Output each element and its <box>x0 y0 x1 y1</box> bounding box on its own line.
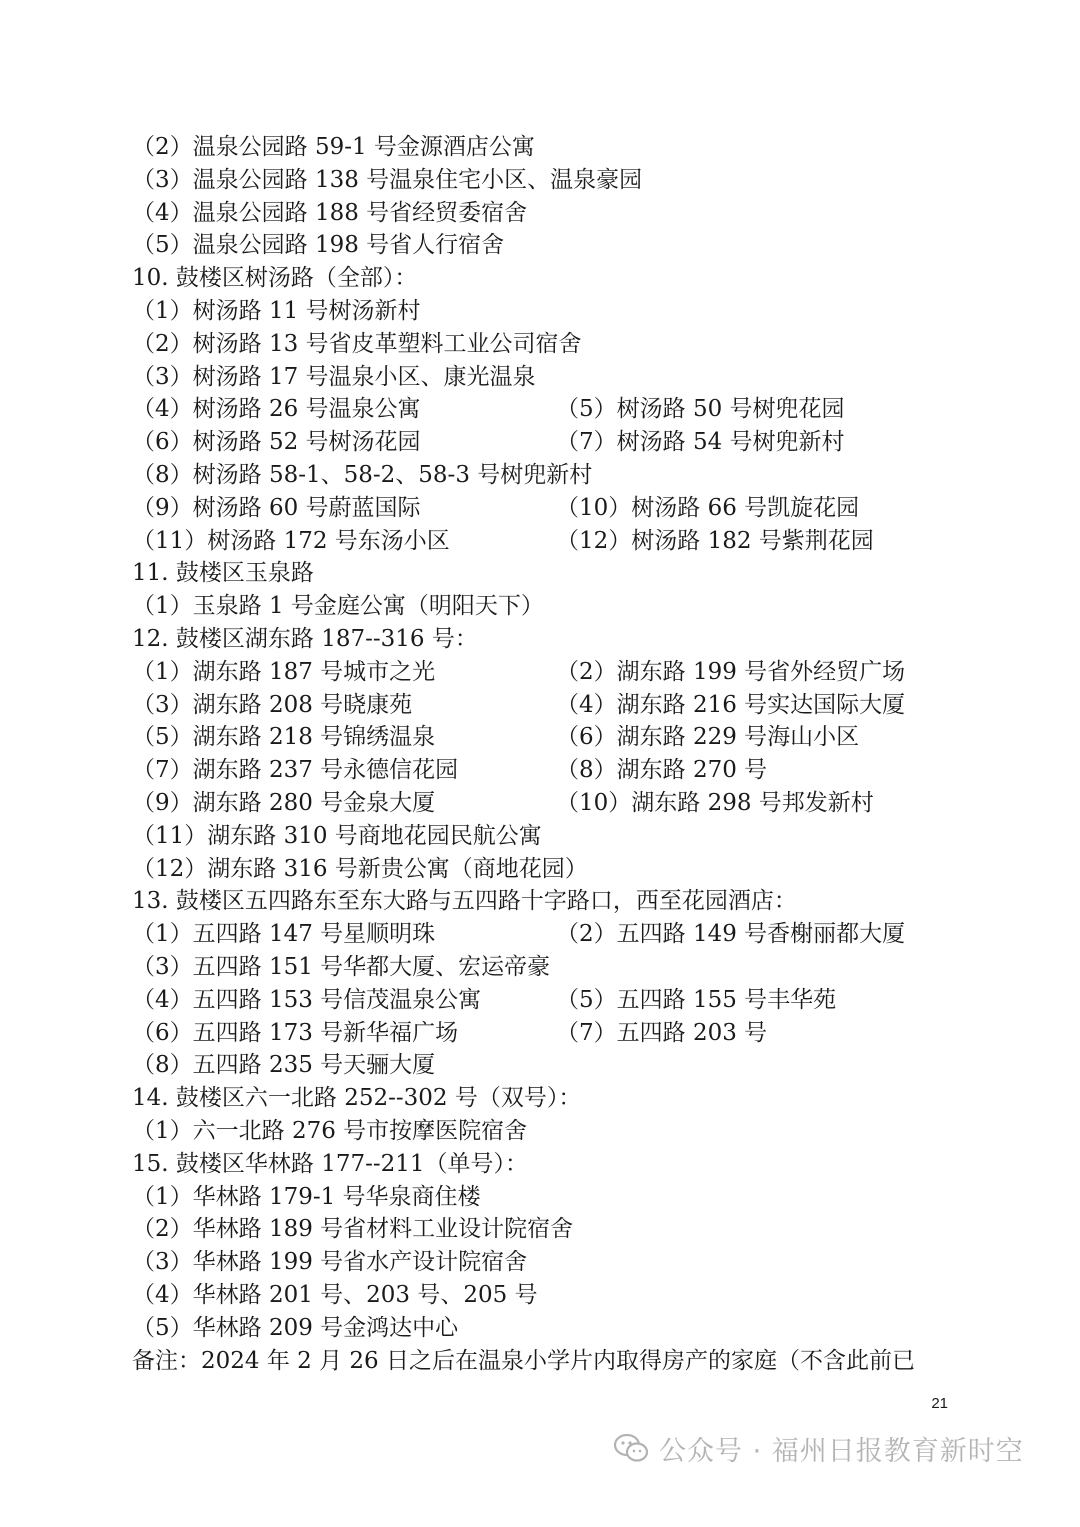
list-item: （4）温泉公园路 188 号省经贸委宿舍 <box>132 199 528 226</box>
section-heading: 10. 鼓楼区树汤路（全部）： <box>132 265 418 292</box>
list-item: （4）华林路 201 号、203 号、205 号 <box>132 1282 538 1308</box>
list-item: （3）湖东路 208 号晓康苑 <box>132 691 413 718</box>
section-heading: 15. 鼓楼区华林路 177--211（单号）： <box>132 1150 529 1177</box>
list-item: （3）华林路 199 号省水产设计院宿舍 <box>132 1249 528 1276</box>
list-item: （2）湖东路 199 号省外经贸广场 <box>556 658 906 685</box>
list-item: （8）五四路 235 号天骊大厦 <box>132 1052 436 1079</box>
list-item: （8）树汤路 58-1、58-2、58-3 号树兜新村 <box>132 462 593 488</box>
list-item: （2）温泉公园路 59-1 号金源酒店公寓 <box>132 134 535 160</box>
section-heading: 13. 鼓楼区五四路东至东大路与五四路十字路口，西至花园酒店： <box>132 888 797 915</box>
list-item: （11）树汤路 172 号东汤小区 <box>132 527 450 554</box>
list-item: （4）五四路 153 号信茂温泉公寓 <box>132 986 482 1013</box>
list-item: （1）五四路 147 号星顺明珠 <box>132 921 436 948</box>
watermark <box>613 1423 1024 1473</box>
page-number: 21 <box>931 1395 948 1412</box>
wechat-icon <box>613 1433 649 1463</box>
list-item: （6）湖东路 229 号海山小区 <box>556 724 860 751</box>
list-item: （5）五四路 155 号丰华苑 <box>556 986 837 1013</box>
section-heading: 12. 鼓楼区湖东路 187--316 号： <box>132 626 478 652</box>
list-item: （1）玉泉路 1 号金庭公寓（明阳天下） <box>132 593 544 620</box>
list-item: （2）五四路 149 号香榭丽都大厦 <box>556 921 906 948</box>
list-item: （6）树汤路 52 号树汤花园 <box>132 429 421 456</box>
list-item: （1）湖东路 187 号城市之光 <box>132 658 436 685</box>
list-item: （9）湖东路 280 号金泉大厦 <box>132 790 436 816</box>
list-item: （9）树汤路 60 号蔚蓝国际 <box>132 494 421 521</box>
watermark-text: 公众号 · 福州日报教育新时空 <box>659 1435 1024 1467</box>
list-item: （5）华林路 209 号金鸿达中心 <box>132 1314 459 1341</box>
list-item: （6）五四路 173 号新华福广场 <box>132 1019 459 1046</box>
list-item: （11）湖东路 310 号商地花园民航公寓 <box>132 822 542 849</box>
section-heading: 14. 鼓楼区六一北路 252--302 号（双号）： <box>132 1085 582 1112</box>
list-item: （5）树汤路 50 号树兜花园 <box>556 396 845 423</box>
list-item: （1）树汤路 11 号树汤新村 <box>132 298 421 324</box>
list-item: （4）树汤路 26 号温泉公寓 <box>132 396 421 423</box>
list-item: （7）湖东路 237 号永德信花园 <box>132 757 459 784</box>
list-item: （12）湖东路 316 号新贵公寓（商地花园） <box>132 855 588 882</box>
list-item: （1）华林路 179-1 号华泉商住楼 <box>132 1183 481 1210</box>
list-item: （5）湖东路 218 号锦绣温泉 <box>132 724 436 751</box>
section-heading: 11. 鼓楼区玉泉路 <box>132 560 314 587</box>
list-item: （1）六一北路 276 号市按摩医院宿舍 <box>132 1118 528 1144</box>
list-item: （7）树汤路 54 号树兜新村 <box>556 429 845 456</box>
list-item: （10）树汤路 66 号凯旋花园 <box>556 494 860 521</box>
list-item: （12）树汤路 182 号紫荆花园 <box>556 527 874 554</box>
list-item: （4）湖东路 216 号实达国际大厦 <box>556 691 906 718</box>
list-item: （3）树汤路 17 号温泉小区、康光温泉 <box>132 363 536 390</box>
list-item: （8）湖东路 270 号 <box>556 757 768 784</box>
list-item: （7）五四路 203 号 <box>556 1019 768 1046</box>
list-item: （3）温泉公园路 138 号温泉住宅小区、温泉豪园 <box>132 166 643 193</box>
list-item: （2）树汤路 13 号省皮革塑料工业公司宿舍 <box>132 330 582 357</box>
section-heading: 备注：2024 年 2 月 26 日之后在温泉小学片内取得房产的家庭（不含此前已 <box>132 1347 915 1374</box>
list-item: （2）华林路 189 号省材料工业设计院宿舍 <box>132 1216 574 1243</box>
list-item: （10）湖东路 298 号邦发新村 <box>556 790 874 816</box>
list-item: （3）五四路 151 号华都大厦、宏运帝豪 <box>132 954 551 980</box>
list-item: （5）温泉公园路 198 号省人行宿舍 <box>132 232 505 259</box>
